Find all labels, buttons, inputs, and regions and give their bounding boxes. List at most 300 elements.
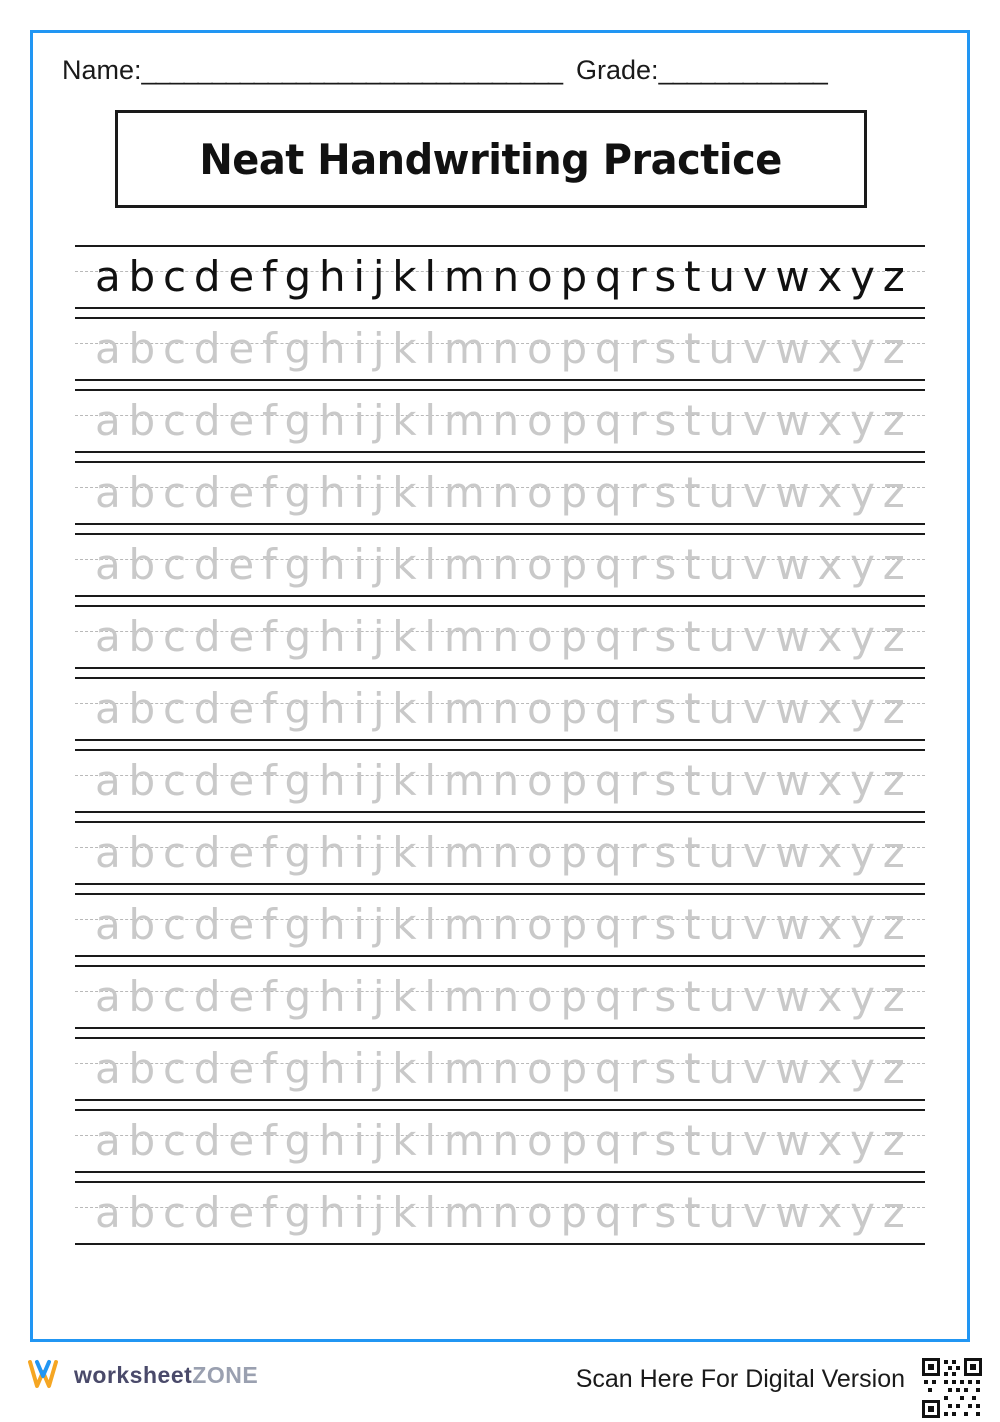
letter-glyph: e bbox=[228, 324, 255, 373]
letter-glyph: l bbox=[424, 756, 437, 805]
letter-glyph: u bbox=[708, 1188, 735, 1237]
practice-line-trace[interactable] bbox=[75, 1181, 925, 1253]
letter-glyph: g bbox=[284, 1188, 312, 1237]
qr-code-icon[interactable] bbox=[918, 1354, 986, 1422]
letter-glyph: z bbox=[882, 468, 905, 517]
letter-glyph: t bbox=[684, 396, 701, 445]
letter-glyph: r bbox=[629, 1188, 647, 1237]
letter-glyph: r bbox=[629, 1044, 647, 1093]
letter-glyph: g bbox=[284, 684, 312, 733]
letter-glyph: h bbox=[318, 612, 346, 661]
letter-glyph: p bbox=[560, 684, 588, 733]
letter-glyph: e bbox=[228, 756, 255, 805]
letter-glyph: y bbox=[850, 900, 876, 949]
letter-glyph: z bbox=[882, 252, 905, 301]
letter-glyph: k bbox=[392, 684, 417, 733]
rule-top-line bbox=[75, 1109, 925, 1111]
rule-baseline bbox=[75, 883, 925, 885]
letter-glyph: y bbox=[850, 1188, 876, 1237]
practice-line-trace[interactable] bbox=[75, 893, 925, 965]
practice-line-trace[interactable] bbox=[75, 317, 925, 389]
grade-blank-line[interactable]: ____________ bbox=[658, 55, 827, 85]
letter-glyph: r bbox=[629, 828, 647, 877]
letter-glyph: m bbox=[443, 540, 485, 589]
letter-glyph: m bbox=[443, 468, 485, 517]
letter-glyph: w bbox=[775, 612, 810, 661]
rule-top-line bbox=[75, 965, 925, 967]
letter-glyph: q bbox=[594, 1188, 622, 1237]
letter-glyph: i bbox=[353, 1116, 366, 1165]
rule-top-line bbox=[75, 677, 925, 679]
letter-glyph: d bbox=[193, 828, 221, 877]
letter-glyph: a bbox=[95, 1188, 121, 1237]
letter-glyph: i bbox=[353, 468, 366, 517]
alphabet-row bbox=[95, 393, 905, 449]
alphabet-row bbox=[95, 1113, 905, 1169]
letter-glyph: o bbox=[526, 612, 553, 661]
alphabet-row bbox=[95, 897, 905, 953]
letter-glyph: c bbox=[162, 540, 187, 589]
letter-glyph: t bbox=[684, 900, 701, 949]
letter-glyph: n bbox=[492, 252, 520, 301]
letter-glyph: z bbox=[882, 1188, 905, 1237]
letter-glyph: y bbox=[850, 1116, 876, 1165]
letter-glyph: d bbox=[193, 1116, 221, 1165]
name-label: Name: bbox=[62, 55, 142, 85]
letter-glyph: u bbox=[708, 756, 735, 805]
letter-glyph: w bbox=[775, 756, 810, 805]
letter-glyph: m bbox=[443, 1188, 485, 1237]
practice-line-trace[interactable] bbox=[75, 605, 925, 677]
letter-glyph: y bbox=[850, 828, 876, 877]
letter-glyph: p bbox=[560, 324, 588, 373]
letter-glyph: s bbox=[654, 252, 677, 301]
brand-text bbox=[74, 1362, 258, 1389]
practice-line-trace[interactable] bbox=[75, 461, 925, 533]
letter-glyph: v bbox=[742, 1116, 768, 1165]
letter-glyph: q bbox=[594, 1116, 622, 1165]
letter-glyph: x bbox=[817, 1116, 843, 1165]
letter-glyph: x bbox=[817, 900, 843, 949]
letter-glyph: l bbox=[424, 900, 437, 949]
letter-glyph: f bbox=[261, 684, 277, 733]
letter-glyph: e bbox=[228, 828, 255, 877]
letter-glyph: q bbox=[594, 756, 622, 805]
practice-line-trace[interactable] bbox=[75, 677, 925, 749]
letter-glyph: x bbox=[817, 468, 843, 517]
brand-logo[interactable] bbox=[28, 1358, 258, 1392]
letter-glyph: w bbox=[775, 900, 810, 949]
rule-top-line bbox=[75, 533, 925, 535]
letter-glyph: x bbox=[817, 684, 843, 733]
practice-line-trace[interactable] bbox=[75, 749, 925, 821]
letter-glyph: e bbox=[228, 1116, 255, 1165]
alphabet-row bbox=[95, 969, 905, 1025]
letter-glyph: i bbox=[353, 972, 366, 1021]
letter-glyph: y bbox=[850, 612, 876, 661]
letter-glyph: o bbox=[526, 684, 553, 733]
letter-glyph: w bbox=[775, 1116, 810, 1165]
letter-glyph: r bbox=[629, 468, 647, 517]
letter-glyph: e bbox=[228, 1188, 255, 1237]
letter-glyph: k bbox=[392, 396, 417, 445]
letter-glyph: o bbox=[526, 972, 553, 1021]
letter-glyph: s bbox=[654, 1188, 677, 1237]
letter-glyph: t bbox=[684, 972, 701, 1021]
rule-top-line bbox=[75, 893, 925, 895]
letter-glyph: y bbox=[850, 756, 876, 805]
letter-glyph: p bbox=[560, 1044, 588, 1093]
letter-glyph: b bbox=[128, 972, 156, 1021]
letter-glyph: m bbox=[443, 396, 485, 445]
letter-glyph: m bbox=[443, 324, 485, 373]
letter-glyph: f bbox=[261, 468, 277, 517]
letter-glyph: n bbox=[492, 900, 520, 949]
letter-glyph: s bbox=[654, 1116, 677, 1165]
letter-glyph: u bbox=[708, 396, 735, 445]
practice-line-trace[interactable] bbox=[75, 533, 925, 605]
alphabet-row bbox=[95, 1041, 905, 1097]
rule-top-line bbox=[75, 461, 925, 463]
letter-glyph: w bbox=[775, 1188, 810, 1237]
alphabet-row bbox=[95, 321, 905, 377]
letter-glyph: c bbox=[162, 1188, 187, 1237]
letter-glyph: c bbox=[162, 1116, 187, 1165]
letter-glyph: s bbox=[654, 396, 677, 445]
brand-name-primary: worksheet bbox=[74, 1361, 193, 1388]
letter-glyph: m bbox=[443, 972, 485, 1021]
letter-glyph: x bbox=[817, 828, 843, 877]
letter-glyph: c bbox=[162, 684, 187, 733]
letter-glyph: v bbox=[742, 900, 768, 949]
letter-glyph: c bbox=[162, 612, 187, 661]
rule-baseline bbox=[75, 307, 925, 309]
letter-glyph: f bbox=[261, 1188, 277, 1237]
letter-glyph: q bbox=[594, 684, 622, 733]
letter-glyph: t bbox=[684, 828, 701, 877]
letter-glyph: f bbox=[261, 972, 277, 1021]
letter-glyph: f bbox=[261, 828, 277, 877]
letter-glyph: v bbox=[742, 972, 768, 1021]
letter-glyph: l bbox=[424, 1044, 437, 1093]
letter-glyph: k bbox=[392, 540, 417, 589]
letter-glyph: b bbox=[128, 828, 156, 877]
letter-glyph: u bbox=[708, 828, 735, 877]
letter-glyph: i bbox=[353, 324, 366, 373]
letter-glyph: q bbox=[594, 900, 622, 949]
rule-baseline bbox=[75, 739, 925, 741]
rule-baseline bbox=[75, 955, 925, 957]
letter-glyph: u bbox=[708, 252, 735, 301]
letter-glyph: z bbox=[882, 396, 905, 445]
letter-glyph: n bbox=[492, 1188, 520, 1237]
letter-glyph: t bbox=[684, 324, 701, 373]
letter-glyph: p bbox=[560, 396, 588, 445]
letter-glyph: e bbox=[228, 684, 255, 733]
alphabet-row bbox=[95, 249, 905, 305]
letter-glyph: j bbox=[372, 252, 385, 301]
letter-glyph: z bbox=[882, 612, 905, 661]
letter-glyph: g bbox=[284, 468, 312, 517]
letter-glyph: v bbox=[742, 324, 768, 373]
letter-glyph: q bbox=[594, 972, 622, 1021]
letter-glyph: g bbox=[284, 972, 312, 1021]
letter-glyph: h bbox=[318, 1044, 346, 1093]
letter-glyph: t bbox=[684, 252, 701, 301]
letter-glyph: l bbox=[424, 828, 437, 877]
letter-glyph: q bbox=[594, 1044, 622, 1093]
letter-glyph: b bbox=[128, 756, 156, 805]
letter-glyph: m bbox=[443, 756, 485, 805]
letter-glyph: a bbox=[95, 1116, 121, 1165]
letter-glyph: t bbox=[684, 756, 701, 805]
letter-glyph: s bbox=[654, 468, 677, 517]
letter-glyph: d bbox=[193, 900, 221, 949]
letter-glyph: e bbox=[228, 972, 255, 1021]
letter-glyph: n bbox=[492, 468, 520, 517]
letter-glyph: z bbox=[882, 756, 905, 805]
letter-glyph: j bbox=[372, 612, 385, 661]
letter-glyph: g bbox=[284, 900, 312, 949]
letter-glyph: m bbox=[443, 684, 485, 733]
letter-glyph: t bbox=[684, 468, 701, 517]
letter-glyph: o bbox=[526, 1188, 553, 1237]
letter-glyph: f bbox=[261, 1116, 277, 1165]
letter-glyph: d bbox=[193, 540, 221, 589]
letter-glyph: f bbox=[261, 900, 277, 949]
worksheet-zone-logo-icon bbox=[28, 1358, 64, 1392]
student-info-row bbox=[62, 55, 942, 86]
letter-glyph: h bbox=[318, 468, 346, 517]
letter-glyph: l bbox=[424, 612, 437, 661]
letter-glyph: o bbox=[526, 252, 553, 301]
letter-glyph: q bbox=[594, 252, 622, 301]
letter-glyph: l bbox=[424, 972, 437, 1021]
practice-line-trace[interactable] bbox=[75, 1109, 925, 1181]
letter-glyph: d bbox=[193, 756, 221, 805]
letter-glyph: c bbox=[162, 1044, 187, 1093]
letter-glyph: k bbox=[392, 468, 417, 517]
letter-glyph: c bbox=[162, 900, 187, 949]
letter-glyph: m bbox=[443, 828, 485, 877]
letter-glyph: f bbox=[261, 252, 277, 301]
practice-line-trace[interactable] bbox=[75, 1037, 925, 1109]
letter-glyph: a bbox=[95, 900, 121, 949]
letter-glyph: v bbox=[742, 252, 768, 301]
letter-glyph: p bbox=[560, 756, 588, 805]
rule-baseline bbox=[75, 811, 925, 813]
letter-glyph: g bbox=[284, 612, 312, 661]
letter-glyph: l bbox=[424, 1188, 437, 1237]
letter-glyph: v bbox=[742, 396, 768, 445]
letter-glyph: i bbox=[353, 612, 366, 661]
letter-glyph: u bbox=[708, 900, 735, 949]
letter-glyph: z bbox=[882, 1116, 905, 1165]
letter-glyph: j bbox=[372, 540, 385, 589]
letter-glyph: l bbox=[424, 468, 437, 517]
letter-glyph: a bbox=[95, 324, 121, 373]
letter-glyph: a bbox=[95, 540, 121, 589]
letter-glyph: h bbox=[318, 828, 346, 877]
alphabet-row bbox=[95, 537, 905, 593]
letter-glyph: x bbox=[817, 540, 843, 589]
letter-glyph: q bbox=[594, 324, 622, 373]
letter-glyph: f bbox=[261, 756, 277, 805]
letter-glyph: t bbox=[684, 612, 701, 661]
letter-glyph: r bbox=[629, 756, 647, 805]
letter-glyph: r bbox=[629, 252, 647, 301]
letter-glyph: n bbox=[492, 828, 520, 877]
letter-glyph: u bbox=[708, 684, 735, 733]
rule-baseline bbox=[75, 379, 925, 381]
letter-glyph: r bbox=[629, 900, 647, 949]
letter-glyph: r bbox=[629, 1116, 647, 1165]
letter-glyph: x bbox=[817, 612, 843, 661]
letter-glyph: c bbox=[162, 396, 187, 445]
letter-glyph: b bbox=[128, 252, 156, 301]
letter-glyph: g bbox=[284, 1044, 312, 1093]
letter-glyph: h bbox=[318, 972, 346, 1021]
practice-line-model[interactable] bbox=[75, 245, 925, 317]
letter-glyph: s bbox=[654, 540, 677, 589]
title-box bbox=[115, 110, 867, 208]
letter-glyph: x bbox=[817, 1044, 843, 1093]
letter-glyph: h bbox=[318, 540, 346, 589]
letter-glyph: f bbox=[261, 324, 277, 373]
letter-glyph: u bbox=[708, 324, 735, 373]
letter-glyph: r bbox=[629, 684, 647, 733]
letter-glyph: k bbox=[392, 324, 417, 373]
letter-glyph: a bbox=[95, 396, 121, 445]
letter-glyph: n bbox=[492, 756, 520, 805]
grade-label: Grade: bbox=[576, 55, 659, 85]
letter-glyph: m bbox=[443, 1116, 485, 1165]
letter-glyph: v bbox=[742, 612, 768, 661]
letter-glyph: h bbox=[318, 252, 346, 301]
letter-glyph: h bbox=[318, 1116, 346, 1165]
rule-top-line bbox=[75, 1037, 925, 1039]
letter-glyph: q bbox=[594, 468, 622, 517]
letter-glyph: j bbox=[372, 1188, 385, 1237]
rule-top-line bbox=[75, 245, 925, 247]
letter-glyph: p bbox=[560, 972, 588, 1021]
letter-glyph: w bbox=[775, 252, 810, 301]
letter-glyph: v bbox=[742, 540, 768, 589]
rule-top-line bbox=[75, 317, 925, 319]
name-blank-line[interactable]: ______________________________ bbox=[141, 55, 563, 85]
letter-glyph: j bbox=[372, 684, 385, 733]
letter-glyph: x bbox=[817, 324, 843, 373]
letter-glyph: h bbox=[318, 756, 346, 805]
letter-glyph: d bbox=[193, 324, 221, 373]
practice-line-trace[interactable] bbox=[75, 389, 925, 461]
letter-glyph: w bbox=[775, 396, 810, 445]
letter-glyph: l bbox=[424, 540, 437, 589]
letter-glyph: n bbox=[492, 612, 520, 661]
letter-glyph: y bbox=[850, 972, 876, 1021]
letter-glyph: s bbox=[654, 324, 677, 373]
letter-glyph: b bbox=[128, 1044, 156, 1093]
letter-glyph: q bbox=[594, 540, 622, 589]
letter-glyph: t bbox=[684, 684, 701, 733]
letter-glyph: a bbox=[95, 252, 121, 301]
letter-glyph: u bbox=[708, 612, 735, 661]
letter-glyph: m bbox=[443, 1044, 485, 1093]
letter-glyph: p bbox=[560, 1188, 588, 1237]
letter-glyph: h bbox=[318, 684, 346, 733]
letter-glyph: k bbox=[392, 756, 417, 805]
letter-glyph: m bbox=[443, 612, 485, 661]
alphabet-row bbox=[95, 465, 905, 521]
letter-glyph: g bbox=[284, 828, 312, 877]
letter-glyph: t bbox=[684, 540, 701, 589]
letter-glyph: o bbox=[526, 1116, 553, 1165]
letter-glyph: d bbox=[193, 684, 221, 733]
letter-glyph: z bbox=[882, 684, 905, 733]
letter-glyph: o bbox=[526, 828, 553, 877]
letter-glyph: a bbox=[95, 684, 121, 733]
letter-glyph: x bbox=[817, 252, 843, 301]
letter-glyph: h bbox=[318, 324, 346, 373]
letter-glyph: o bbox=[526, 540, 553, 589]
letter-glyph: j bbox=[372, 1116, 385, 1165]
letter-glyph: n bbox=[492, 324, 520, 373]
rule-baseline bbox=[75, 1171, 925, 1173]
letter-glyph: u bbox=[708, 972, 735, 1021]
letter-glyph: z bbox=[882, 972, 905, 1021]
alphabet-row bbox=[95, 609, 905, 665]
letter-glyph: z bbox=[882, 900, 905, 949]
letter-glyph: i bbox=[353, 900, 366, 949]
letter-glyph: y bbox=[850, 684, 876, 733]
letter-glyph: v bbox=[742, 1188, 768, 1237]
letter-glyph: n bbox=[492, 972, 520, 1021]
letter-glyph: t bbox=[684, 1044, 701, 1093]
letter-glyph: q bbox=[594, 828, 622, 877]
letter-glyph: d bbox=[193, 468, 221, 517]
letter-glyph: z bbox=[882, 324, 905, 373]
letter-glyph: u bbox=[708, 540, 735, 589]
letter-glyph: k bbox=[392, 612, 417, 661]
letter-glyph: g bbox=[284, 396, 312, 445]
rule-baseline bbox=[75, 595, 925, 597]
letter-glyph: x bbox=[817, 756, 843, 805]
letter-glyph: p bbox=[560, 468, 588, 517]
alphabet-row bbox=[95, 753, 905, 809]
letter-glyph: e bbox=[228, 612, 255, 661]
letter-glyph: v bbox=[742, 468, 768, 517]
letter-glyph: k bbox=[392, 1188, 417, 1237]
page-title: Neat Handwriting Practice bbox=[199, 134, 783, 184]
letter-glyph: j bbox=[372, 1044, 385, 1093]
letter-glyph: g bbox=[284, 324, 312, 373]
letter-glyph: u bbox=[708, 1044, 735, 1093]
letter-glyph: w bbox=[775, 972, 810, 1021]
letter-glyph: n bbox=[492, 684, 520, 733]
letter-glyph: a bbox=[95, 972, 121, 1021]
letter-glyph: b bbox=[128, 1116, 156, 1165]
letter-glyph: p bbox=[560, 900, 588, 949]
letter-glyph: l bbox=[424, 396, 437, 445]
rule-top-line bbox=[75, 749, 925, 751]
letter-glyph: h bbox=[318, 1188, 346, 1237]
practice-line-trace[interactable] bbox=[75, 821, 925, 893]
practice-line-trace[interactable] bbox=[75, 965, 925, 1037]
letter-glyph: z bbox=[882, 828, 905, 877]
letter-glyph: s bbox=[654, 972, 677, 1021]
letter-glyph: h bbox=[318, 900, 346, 949]
practice-area bbox=[75, 245, 925, 1253]
